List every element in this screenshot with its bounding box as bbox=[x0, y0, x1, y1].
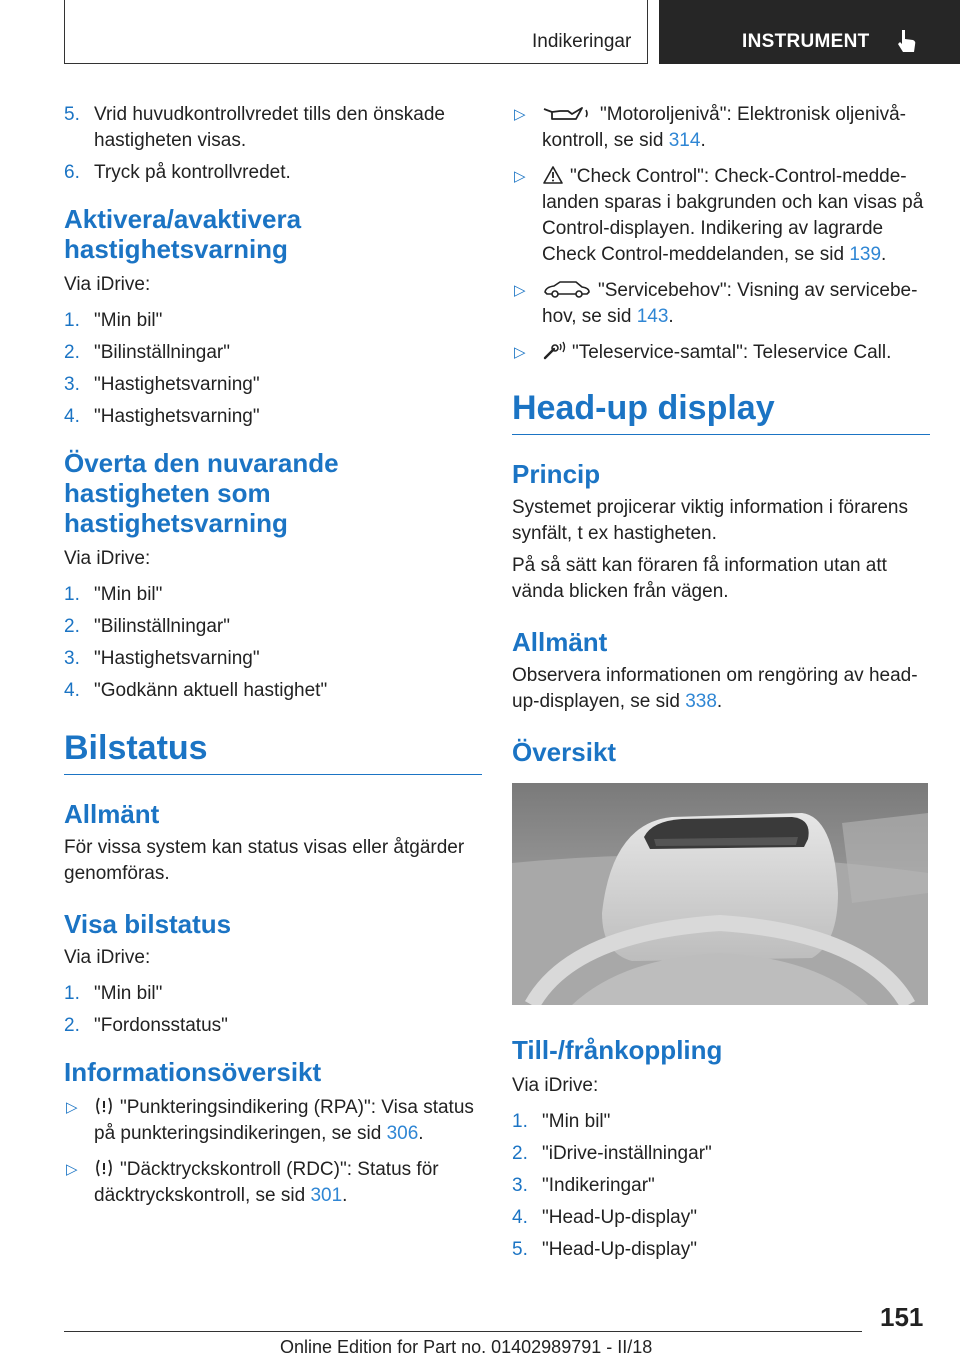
steps-list-c bbox=[64, 582, 482, 704]
bullet-triangle-icon: ▷ bbox=[66, 1161, 78, 1178]
list-item: 1. "Min bil" bbox=[64, 983, 163, 1004]
page-link[interactable]: 301 bbox=[310, 1185, 343, 1206]
list-item: ▷ "Punkteringsindikering (RPA)": Visa status på punkteringsindikeringen, se sid 306. bbox=[66, 1097, 474, 1144]
page-link[interactable]: 338 bbox=[685, 691, 717, 712]
info-list-left bbox=[64, 1095, 482, 1209]
list-item: 2. "Bilinställningar" bbox=[64, 342, 230, 363]
list-item: ▷ "Teleservice-samtal": Teleservice Call. bbox=[512, 340, 930, 366]
heading-oversikt: Översikt bbox=[512, 737, 617, 767]
heading-informationsoversikt: Informationsöversikt bbox=[64, 1057, 322, 1087]
list-item: 2. "Bilinställningar" bbox=[64, 616, 230, 637]
list-item: 4. "Head-Up-display" bbox=[512, 1207, 697, 1228]
page-link[interactable]: 139 bbox=[849, 244, 882, 265]
bullet-triangle-icon: ▷ bbox=[514, 282, 526, 299]
heading-take-over: Överta den nuvarande hastigheten som hastighetsvarning bbox=[64, 448, 339, 538]
list-item: 4. "Hastighetsvarning" bbox=[64, 406, 260, 427]
bullet-triangle-icon: ▷ bbox=[66, 1099, 78, 1116]
list-item: 3. "Indikeringar" bbox=[512, 1175, 655, 1196]
heading-allmant: Allmänt bbox=[64, 799, 160, 829]
via-idrive-label: Via iDrive: bbox=[512, 1075, 599, 1096]
list-item: 5. Vrid huvudkontrollvredet tills den önskade hastigheten visas. bbox=[64, 104, 445, 151]
footer-edition: Online Edition for Part no. 01402989791 - II/18 bbox=[280, 1337, 653, 1357]
list-item: 4. "Godkänn aktuell hastighet" bbox=[64, 680, 328, 701]
heading-toggle: Till-/frånkoppling bbox=[512, 1035, 723, 1065]
header-tab-label[interactable]: INSTRUMENT bbox=[742, 31, 870, 52]
right-column bbox=[512, 102, 930, 1269]
page-link[interactable]: 306 bbox=[386, 1123, 419, 1144]
heading-bilstatus: Bilstatus bbox=[64, 728, 482, 775]
heading-allmant-hud: Allmänt bbox=[512, 627, 608, 657]
list-item: ▷ "Check Control": Check-Control-medde- landen sparas i bakgrunden och kan visas på Control-displayen. Indikering av lagrarde Check Control-meddelanden, se sid 139. bbox=[514, 166, 924, 265]
steps-list-hud bbox=[512, 1109, 930, 1263]
page-link[interactable]: 143 bbox=[636, 306, 669, 327]
list-item: ▷ "Motoroljenivå": Elektronisk oljenivå- kontroll, se sid 314. bbox=[514, 104, 907, 151]
info-list-right bbox=[512, 102, 930, 366]
header-section-label: Indikeringar bbox=[532, 31, 632, 52]
paragraph-princip-2: På så sätt kan föraren få information utan att vända blicken från vägen. bbox=[512, 555, 887, 602]
list-item: 1. "Min bil" bbox=[64, 584, 163, 605]
via-idrive-label: Via iDrive: bbox=[64, 548, 151, 569]
warning-triangle-icon bbox=[542, 165, 564, 185]
list-item: 1. "Min bil" bbox=[64, 310, 163, 331]
bullet-triangle-icon: ▷ bbox=[514, 168, 526, 185]
paragraph-allmant: För vissa system kan status visas eller åtgärder genomföras. bbox=[64, 837, 465, 884]
heading-head-up-display: Head-up display bbox=[512, 388, 930, 435]
list-item: 2. "Fordonsstatus" bbox=[64, 1015, 228, 1036]
list-item: 3. "Hastighetsvarning" bbox=[64, 374, 260, 395]
pointing-hand-icon bbox=[896, 28, 918, 54]
list-item: 1. "Min bil" bbox=[512, 1111, 611, 1132]
page-number: 151 bbox=[880, 1302, 924, 1332]
list-item: 3. "Hastighetsvarning" bbox=[64, 648, 260, 669]
list-item: ▷ "Däcktryckskontroll (RDC)": Status för däcktryckskontroll, se sid 301. bbox=[66, 1159, 439, 1206]
tire-pressure-icon bbox=[94, 1158, 114, 1178]
list-item: ▷ "Servicebehov": Visning av servicebe- hov, se sid 143. bbox=[514, 280, 918, 327]
bullet-triangle-icon: ▷ bbox=[514, 106, 526, 123]
heading-activate: Aktivera/avaktivera hastighetsvarning bbox=[64, 204, 302, 264]
paragraph-princip-1: Systemet projicerar viktig information i förarens synfält, t ex hastigheten. bbox=[512, 497, 908, 544]
footer-divider bbox=[64, 1331, 862, 1332]
steps-list-d bbox=[64, 981, 482, 1039]
wrench-call-icon bbox=[542, 341, 566, 361]
oil-can-icon bbox=[542, 103, 594, 123]
steps-list-b bbox=[64, 308, 482, 430]
list-item: 2. "iDrive-inställningar" bbox=[512, 1143, 712, 1164]
steps-list-a bbox=[64, 102, 482, 186]
heading-visa-bilstatus: Visa bilstatus bbox=[64, 909, 232, 939]
heading-princip: Princip bbox=[512, 459, 601, 489]
bullet-triangle-icon: ▷ bbox=[514, 344, 526, 361]
head-up-display-photo bbox=[512, 783, 928, 1005]
service-car-icon bbox=[542, 279, 592, 299]
paragraph-allmant-hud: Observera informationen om rengöring av head- up-displayen, se sid 338. bbox=[512, 665, 918, 712]
via-idrive-label: Via iDrive: bbox=[64, 947, 151, 968]
tire-pressure-icon bbox=[94, 1096, 114, 1116]
list-item: 6. Tryck på kontrollvredet. bbox=[64, 162, 291, 183]
via-idrive-label: Via iDrive: bbox=[64, 274, 151, 295]
page-link[interactable]: 314 bbox=[668, 130, 701, 151]
list-item: 5. "Head-Up-display" bbox=[512, 1239, 697, 1260]
left-column bbox=[64, 102, 482, 1219]
